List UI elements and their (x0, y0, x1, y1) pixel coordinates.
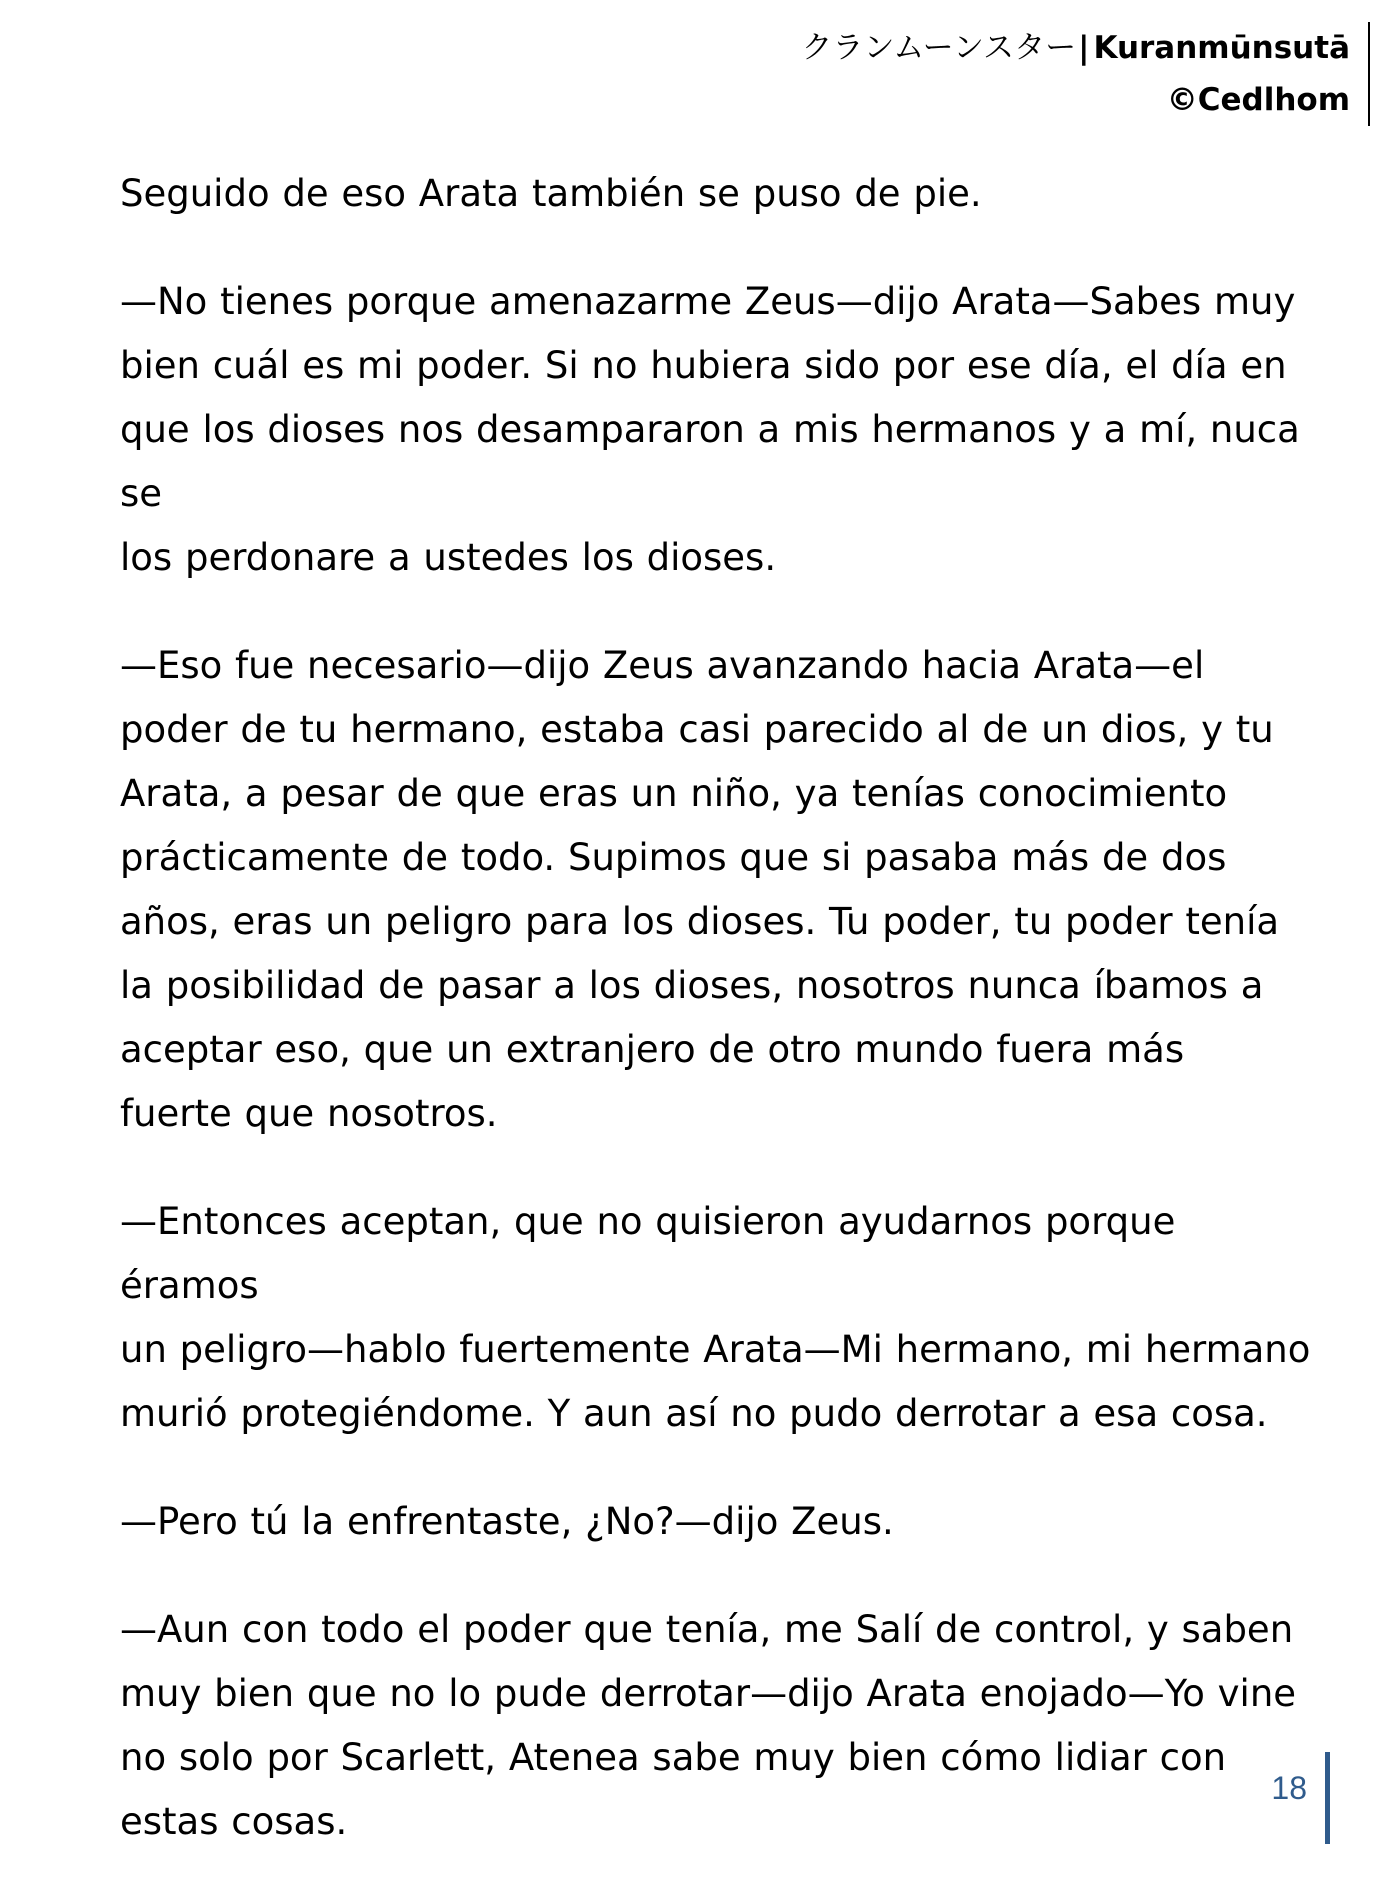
header-title-line (801, 22, 1350, 74)
header-title-jp: クランムーンスター (801, 30, 1077, 66)
paragraph-1: Seguido de eso Arata también se puso de pie. (120, 172, 982, 215)
header-title-romaji: Kuranmūnsutā (1093, 30, 1350, 66)
header-copyright: ©Cedlhom (1166, 82, 1350, 118)
page-footer (1271, 1752, 1330, 1844)
page-body (120, 162, 1320, 1898)
page-number-bar (1325, 1752, 1330, 1844)
header-separator: | (1078, 30, 1090, 66)
paragraph-2: —No tienes porque amenazarme Zeus—dijo Arata—Sabes muy bien cuál es mi poder. Si no hubiera sido por ese día, el día en que los dioses nos desampararon a mis hermanos y a mí, nuca se los perdonare a ustedes los dioses. (120, 280, 1300, 579)
paragraph-4: —Entonces aceptan, que no quisieron ayudarnos porque éramos un peligro—hablo fuertemente Arata—Mi hermano, mi hermano murió protegiéndome. Y aun así no pudo derrotar a esa cosa. (120, 1200, 1311, 1435)
paragraph-3: —Eso fue necesario—dijo Zeus avanzando hacia Arata—el poder de tu hermano, estaba casi parecido al de un dios, y tu Arata, a pesar de que eras un niño, ya tenías conocimiento prácticamente de todo. Supimos que si pasaba más de dos años, eras un peligro para los dioses. Tu poder, tu poder tenía la posibilidad de pasar a los dioses, nosotros nunca íbamos a aceptar eso, que un extranjero de otro mundo fuera más fuerte que nosotros. (120, 644, 1280, 1135)
page-header (801, 22, 1370, 126)
page-number: 18 (1271, 1770, 1307, 1806)
paragraph-5: —Pero tú la enfrentaste, ¿No?—dijo Zeus. (120, 1500, 894, 1543)
paragraph-6: —Aun con todo el poder que tenía, me Salí de control, y saben muy bien que no lo pude derrotar—dijo Arata enojado—Yo vine no solo por Scarlett, Atenea sabe muy bien cómo lidiar con estas cosas. (120, 1608, 1297, 1843)
